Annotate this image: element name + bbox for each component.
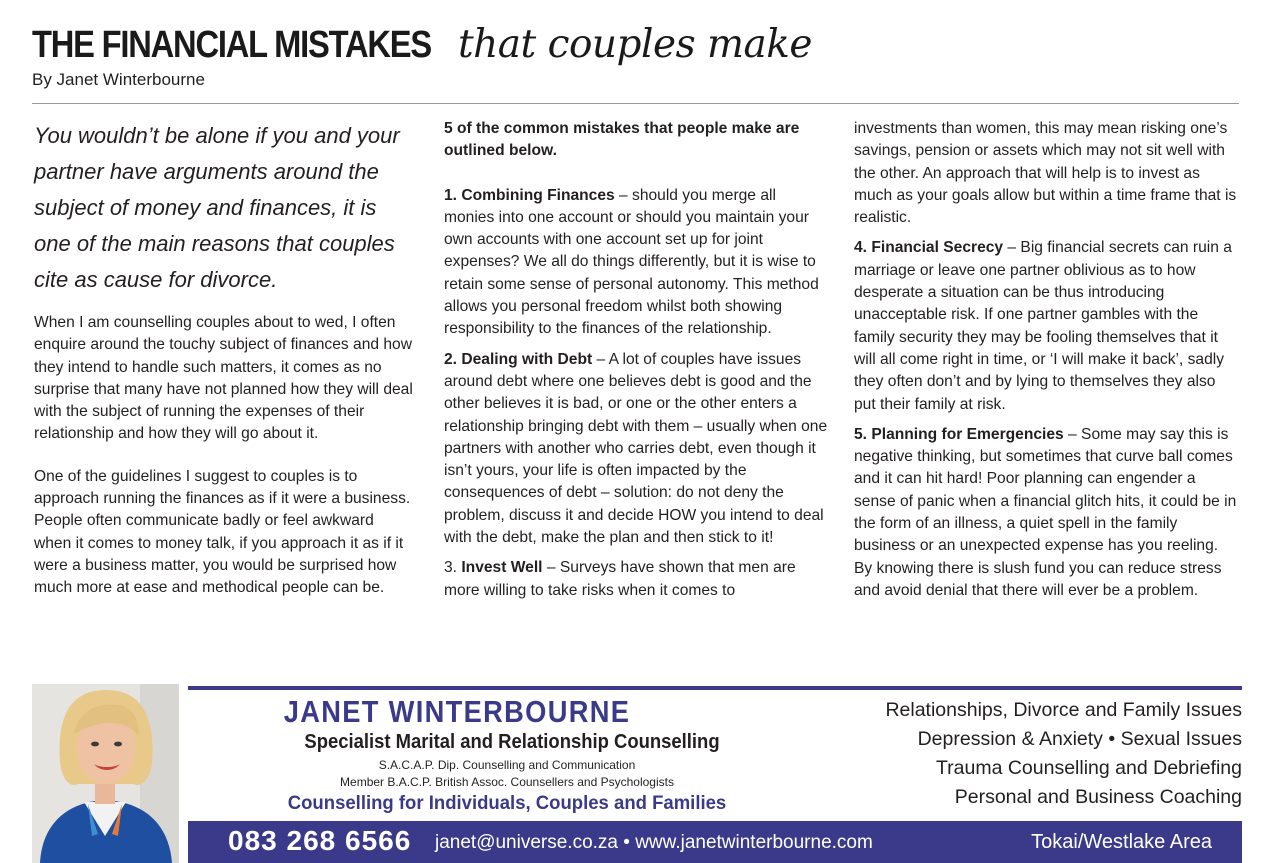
- article-title: THE FINANCIAL MISTAKES: [32, 24, 431, 66]
- body-paragraph-2: One of the guidelines I suggest to couples is to approach running the finances as if it were a business. People often communicate badly or feel awkward when it comes to money talk, if you approach it as if it were a business matter, you would be surprised how much more at ease and methodical people can be.: [34, 467, 411, 597]
- column-1: [34, 118, 414, 620]
- byline: By Janet Winterbourne: [32, 70, 205, 89]
- mistake-3-body: – Surveys have shown that men are more willing to take risks when it comes to: [444, 559, 796, 599]
- service-item: Personal and Business Coaching: [954, 786, 1242, 808]
- ad-tagline: Counselling for Individuals, Couples and Families: [287, 792, 727, 814]
- mistake-2-heading: 2. Dealing with Debt: [444, 350, 593, 368]
- body-paragraph-1: When I am counselling couples about to wed, I often enquire around the touchy subject of finances and how they intend to handle such matters, it comes as no surprise that many have not planned how they will deal with the subject of running the expenses of their relationship and how they will go about it.: [34, 314, 413, 443]
- mistake-1-body: – should you merge all monies into one account or should you maintain your own accounts with one account set up for joint expenses? We all do things differently, but it is wise to retain some sense of personal autonomy. This method allows you personal freedom whilst both showing responsibility to the finances of the relationship.: [444, 186, 819, 338]
- lead-paragraph: You wouldn’t be alone if you and your partner have arguments around the subject of money and finances, it is one of the main reasons that couples cite as cause for divorce.: [34, 123, 400, 292]
- mistake-2-body: – A lot of couples have issues around debt where one believes debt is good and the other believes it is bad, or one or the other enters a relationship bringing debt with them – usually when one partners with another who carries debt, even though it isn’t yours, your life is often impacted by the consequences of debt – solution: do not deny the problem, discuss it and decide HOW you intend to deal with the debt, make the plan and then stick to it!: [444, 350, 828, 547]
- credential-1: S.A.C.A.P. Dip. Counselling and Communication: [378, 758, 636, 772]
- services-list: [822, 696, 1242, 812]
- mistake-5: [854, 424, 1240, 602]
- column-2: [444, 118, 828, 610]
- portrait-image: [32, 684, 179, 863]
- mistake-1: [444, 185, 828, 341]
- credential-2: Member B.A.C.P. British Assoc. Counsellers and Psychologists: [340, 775, 674, 789]
- mistake-3-continued: investments than women, this may mean risking one’s savings, pension or assets which may not sit well with the other. An approach that will help is to invest as much as your goals allow but within a time frame that is realistic.: [854, 120, 1237, 227]
- email-website[interactable]: janet@universe.co.za • www.janetwinterbourne.com: [435, 832, 873, 853]
- advertisement: [32, 684, 1242, 863]
- service-item: Depression & Anxiety • Sexual Issues: [917, 728, 1242, 750]
- mistake-3: [444, 557, 828, 602]
- service-area: Tokai/Westlake Area: [1031, 831, 1212, 853]
- service-item: Relationships, Divorce and Family Issues: [885, 699, 1242, 721]
- counsellor-name: JANET WINTERBOURNE: [283, 694, 631, 729]
- mistakes-intro: 5 of the common mistakes that people make are outlined below.: [444, 120, 800, 160]
- mistake-4-heading: 4. Financial Secrecy: [854, 239, 1004, 257]
- author-photo: [32, 684, 179, 863]
- mistake-2: [444, 349, 828, 550]
- mistake-3-heading: Invest Well: [461, 559, 543, 577]
- article-header: [32, 22, 1242, 104]
- mistake-5-body: – Some may say this is negative thinking, but sometimes that curve ball comes and it can hit hard! Poor planning can engender a sense of panic when a financial glitch hits, it could be in the form of an illness, a quiet spell in the family business or an unexpected expense has you reeling. By knowing there is slush fund you can reduce stress and avoid denial that there will ever be a problem.: [854, 425, 1237, 599]
- header-divider: [32, 103, 1239, 104]
- mistake-3-number: 3.: [444, 559, 462, 577]
- service-item: Trauma Counselling and Debriefing: [935, 757, 1242, 779]
- mistake-4-body: – Big financial secrets can ruin a marriage or leave one partner oblivious as to how desperate a situation can be thus introducing unacceptable risk. If one partner gambles with the family security they may be fooling themselves that it will all come right in time, or ‘I will make it back’, sadly they often don’t and by lying to themselves they also put their family at risk.: [854, 239, 1232, 413]
- column-3: [854, 118, 1240, 610]
- article-title-script: that couples make: [458, 22, 812, 67]
- phone-number[interactable]: 083 268 6566: [228, 825, 412, 856]
- mistake-4: [854, 237, 1240, 415]
- mistake-1-heading: 1. Combining Finances: [444, 186, 615, 204]
- counsellor-specialty: Specialist Marital and Relationship Counselling: [304, 730, 720, 753]
- contact-bar: [188, 821, 1242, 863]
- ad-top-rule: [188, 686, 1242, 690]
- mistake-5-heading: 5. Planning for Emergencies: [854, 425, 1064, 443]
